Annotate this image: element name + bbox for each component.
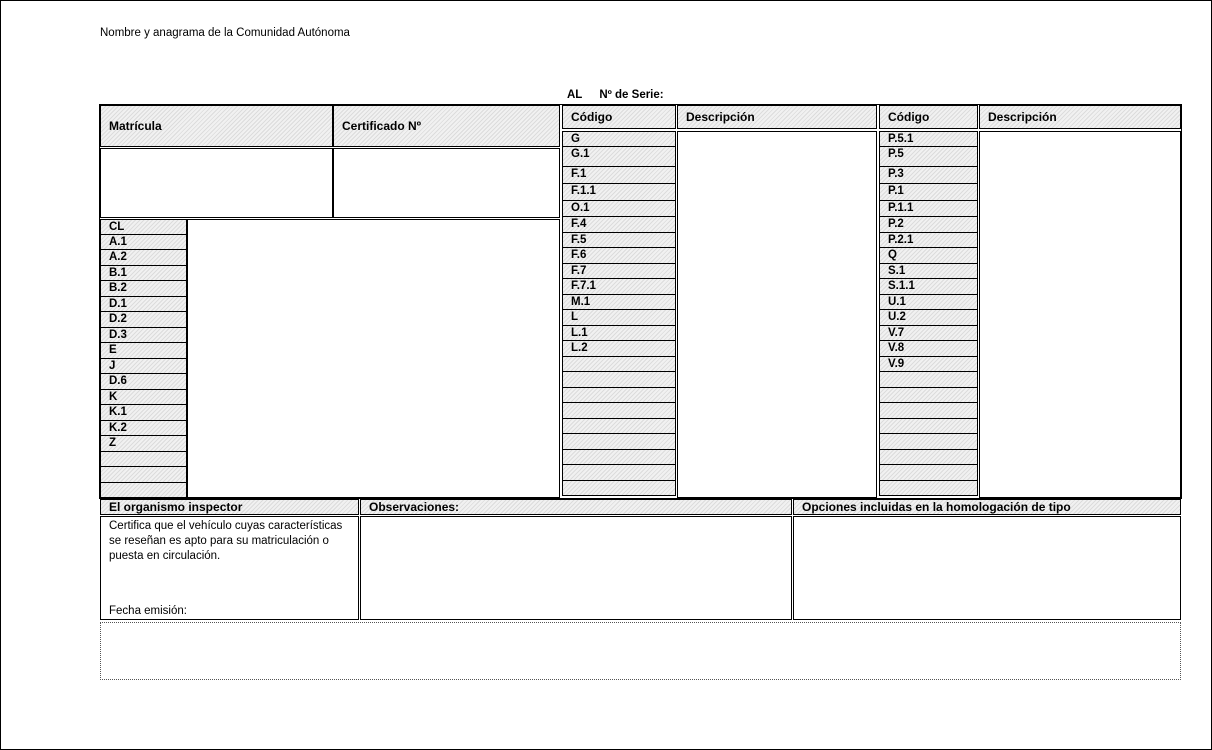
right-code-row [879,372,978,388]
right-code-row [879,481,978,497]
middle-codigo-header [562,105,676,129]
right-code-row: P.2.1 [879,233,978,249]
left-code-row: D.2 [100,312,187,328]
right-codigo-header [879,105,978,129]
left-code-row: K.2 [100,421,187,437]
left-code-row: D.6 [100,374,187,390]
right-descripcion-label: Descripción [988,110,1057,124]
middle-code-row [562,403,676,419]
right-code-row: P.5 [879,147,978,167]
observaciones-label: Observaciones: [369,500,460,514]
left-code-row: E [100,343,187,359]
right-code-row: S.1.1 [879,279,978,295]
right-descripcion-area[interactable] [979,131,1181,498]
left-code-row: B.2 [100,281,187,297]
certifica-text: Certifica que el vehículo cuyas características se reseñan es apto para su matriculación o puesta en circulación. [109,520,343,562]
right-code-row [879,388,978,404]
left-code-row: B.1 [100,266,187,282]
right-code-list [879,131,978,496]
certificado-value[interactable] [333,148,560,218]
al-label: AL [567,89,583,101]
middle-code-list [562,131,676,496]
right-code-row: V.9 [879,357,978,373]
right-code-row [879,434,978,450]
left-code-row: K [100,390,187,406]
left-code-row: A.1 [100,235,187,251]
observaciones-header [360,499,792,515]
right-code-row: V.7 [879,326,978,342]
middle-code-row [562,357,676,373]
matricula-label: Matrícula [109,119,162,133]
opciones-box[interactable] [793,516,1181,620]
middle-code-row: F.7.1 [562,279,676,295]
right-code-row: P.1.1 [879,201,978,217]
organismo-header [100,499,359,515]
left-code-row: K.1 [100,405,187,421]
serie-header [567,89,664,101]
right-code-row: U.1 [879,295,978,311]
right-code-row: P.2 [879,217,978,233]
middle-code-row: F.4 [562,217,676,233]
middle-code-row: F.1 [562,167,676,184]
middle-code-row [562,372,676,388]
middle-code-row [562,481,676,497]
left-code-row: J [100,359,187,375]
opciones-label: Opciones incluidas en la homologación de tipo [802,500,1071,514]
right-code-row: P.5.1 [879,131,978,147]
serie-label: Nº de Serie: [599,89,664,101]
left-code-row [100,483,187,499]
left-code-row: D.3 [100,328,187,344]
signature-area[interactable] [100,622,1181,680]
middle-code-row [562,450,676,466]
observaciones-box[interactable] [360,516,792,620]
middle-code-row [562,388,676,404]
certificado-header [333,105,560,147]
left-code-row: D.1 [100,297,187,313]
middle-code-row: F.1.1 [562,184,676,201]
right-code-row [879,403,978,419]
middle-code-row [562,419,676,435]
right-code-row: U.2 [879,310,978,326]
left-code-row [100,467,187,483]
left-code-row: Z [100,436,187,452]
middle-code-row: F.7 [562,264,676,280]
community-label: Nombre y anagrama de la Comunidad Autónoma [100,27,350,39]
organismo-box [100,516,359,620]
right-code-row: P.3 [879,167,978,184]
left-values-area[interactable] [187,219,560,498]
middle-code-row: F.6 [562,248,676,264]
middle-code-row: F.5 [562,233,676,249]
left-code-list [100,219,187,498]
matricula-header [100,105,333,147]
left-code-row [100,452,187,468]
left-code-row: A.2 [100,250,187,266]
opciones-header [793,499,1181,515]
fecha-emision-label: Fecha emisión: [109,605,187,617]
organismo-label: El organismo inspector [109,500,243,514]
right-code-row: V.8 [879,341,978,357]
middle-codigo-label: Código [571,110,613,124]
middle-descripcion-area[interactable] [677,131,877,498]
middle-code-row: G [562,131,676,147]
middle-code-row [562,434,676,450]
middle-code-row: G.1 [562,147,676,167]
certificado-label: Certificado Nº [342,119,422,133]
right-codigo-label: Código [888,110,930,124]
right-code-row [879,419,978,435]
middle-code-row [562,465,676,481]
left-code-row: CL [100,219,187,235]
middle-code-row: M.1 [562,295,676,311]
right-code-row [879,450,978,466]
middle-descripcion-header [677,105,877,129]
middle-code-row: L.1 [562,326,676,342]
right-code-row [879,465,978,481]
right-code-row: P.1 [879,184,978,201]
middle-descripcion-label: Descripción [686,110,755,124]
right-descripcion-header [979,105,1181,129]
right-code-row: Q [879,248,978,264]
middle-code-row: O.1 [562,201,676,217]
right-code-row: S.1 [879,264,978,280]
matricula-value[interactable] [100,148,333,218]
middle-code-row: L [562,310,676,326]
middle-code-row: L.2 [562,341,676,357]
